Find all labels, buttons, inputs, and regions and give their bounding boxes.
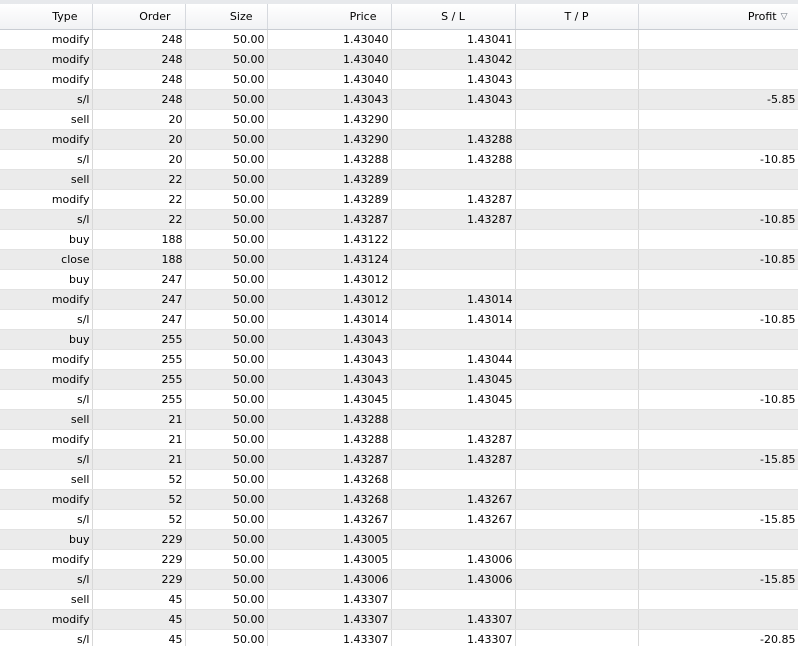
cell-sl: 1.43045	[391, 369, 515, 389]
cell-tp	[515, 29, 638, 49]
cell-tp	[515, 229, 638, 249]
cell-tp	[515, 409, 638, 429]
table-row[interactable]	[0, 549, 798, 569]
cell-order: 229	[92, 569, 185, 589]
cell-type: sell	[0, 169, 92, 189]
column-header-price[interactable]	[267, 2, 391, 29]
cell-sl: 1.43006	[391, 549, 515, 569]
cell-profit	[638, 429, 798, 449]
cell-tp	[515, 569, 638, 589]
cell-price: 1.43040	[267, 49, 391, 69]
cell-sl	[391, 529, 515, 549]
cell-type: s/l	[0, 89, 92, 109]
cell-order: 20	[92, 149, 185, 169]
cell-type: buy	[0, 229, 92, 249]
cell-order: 248	[92, 69, 185, 89]
cell-profit: -10.85	[638, 389, 798, 409]
cell-price: 1.43040	[267, 69, 391, 89]
cell-type: sell	[0, 589, 92, 609]
cell-order: 255	[92, 389, 185, 409]
table-row[interactable]	[0, 89, 798, 109]
cell-order: 188	[92, 229, 185, 249]
cell-price: 1.43288	[267, 429, 391, 449]
cell-sl	[391, 269, 515, 289]
cell-tp	[515, 269, 638, 289]
cell-profit	[638, 169, 798, 189]
table-row[interactable]	[0, 509, 798, 529]
cell-price: 1.43043	[267, 369, 391, 389]
table-row[interactable]	[0, 309, 798, 329]
cell-tp	[515, 309, 638, 329]
cell-size: 50.00	[185, 569, 267, 589]
cell-type: buy	[0, 529, 92, 549]
cell-sl	[391, 229, 515, 249]
cell-tp	[515, 49, 638, 69]
cell-sl	[391, 169, 515, 189]
cell-profit	[638, 469, 798, 489]
cell-sl: 1.43287	[391, 189, 515, 209]
cell-tp	[515, 69, 638, 89]
cell-profit: -10.85	[638, 249, 798, 269]
cell-type: s/l	[0, 509, 92, 529]
table-row[interactable]	[0, 69, 798, 89]
cell-order: 248	[92, 49, 185, 69]
cell-size: 50.00	[185, 89, 267, 109]
cell-sl: 1.43287	[391, 449, 515, 469]
column-header-label: Size	[229, 9, 253, 23]
cell-profit	[638, 129, 798, 149]
table-row[interactable]	[0, 289, 798, 309]
cell-sl: 1.43288	[391, 149, 515, 169]
cell-profit	[638, 229, 798, 249]
cell-size: 50.00	[185, 489, 267, 509]
cell-price: 1.43005	[267, 549, 391, 569]
cell-order: 248	[92, 89, 185, 109]
cell-order: 45	[92, 609, 185, 629]
cell-sl	[391, 469, 515, 489]
cell-type: modify	[0, 349, 92, 369]
cell-sl	[391, 329, 515, 349]
cell-size: 50.00	[185, 609, 267, 629]
table-row[interactable]	[0, 169, 798, 189]
cell-price: 1.43122	[267, 229, 391, 249]
table-row[interactable]	[0, 329, 798, 349]
table-row[interactable]	[0, 129, 798, 149]
cell-sl	[391, 109, 515, 129]
cell-price: 1.43307	[267, 589, 391, 609]
cell-profit	[638, 489, 798, 509]
cell-tp	[515, 289, 638, 309]
cell-sl: 1.43267	[391, 489, 515, 509]
cell-sl	[391, 409, 515, 429]
cell-sl: 1.43267	[391, 509, 515, 529]
column-header-type[interactable]	[0, 2, 92, 29]
cell-type: sell	[0, 469, 92, 489]
cell-profit	[638, 589, 798, 609]
cell-order: 188	[92, 249, 185, 269]
cell-price: 1.43043	[267, 329, 391, 349]
cell-tp	[515, 149, 638, 169]
cell-order: 255	[92, 329, 185, 349]
cell-order: 229	[92, 529, 185, 549]
cell-profit: -15.85	[638, 509, 798, 529]
cell-order: 20	[92, 129, 185, 149]
cell-order: 21	[92, 429, 185, 449]
table-row[interactable]	[0, 629, 798, 646]
column-header-profit[interactable]	[638, 2, 798, 29]
cell-sl: 1.43041	[391, 29, 515, 49]
cell-tp	[515, 129, 638, 149]
cell-tp	[515, 549, 638, 569]
cell-tp	[515, 489, 638, 509]
cell-price: 1.43043	[267, 349, 391, 369]
cell-size: 50.00	[185, 589, 267, 609]
cell-type: s/l	[0, 309, 92, 329]
cell-size: 50.00	[185, 369, 267, 389]
cell-tp	[515, 349, 638, 369]
cell-size: 50.00	[185, 49, 267, 69]
column-header-order[interactable]	[92, 2, 185, 29]
header-row	[0, 2, 798, 29]
cell-profit: -15.85	[638, 569, 798, 589]
cell-price: 1.43288	[267, 149, 391, 169]
cell-tp	[515, 329, 638, 349]
table-row[interactable]	[0, 489, 798, 509]
cell-price: 1.43267	[267, 509, 391, 529]
cell-tp	[515, 589, 638, 609]
cell-type: modify	[0, 429, 92, 449]
cell-size: 50.00	[185, 309, 267, 329]
cell-price: 1.43307	[267, 629, 391, 646]
cell-order: 255	[92, 369, 185, 389]
cell-type: s/l	[0, 389, 92, 409]
cell-sl: 1.43287	[391, 209, 515, 229]
cell-order: 22	[92, 209, 185, 229]
cell-sl: 1.43043	[391, 89, 515, 109]
cell-type: close	[0, 249, 92, 269]
cell-profit	[638, 349, 798, 369]
cell-size: 50.00	[185, 289, 267, 309]
cell-profit	[638, 29, 798, 49]
cell-order: 248	[92, 29, 185, 49]
cell-tp	[515, 609, 638, 629]
cell-sl: 1.43014	[391, 309, 515, 329]
cell-type: sell	[0, 109, 92, 129]
cell-order: 52	[92, 489, 185, 509]
cell-profit: -10.85	[638, 149, 798, 169]
cell-type: modify	[0, 489, 92, 509]
cell-size: 50.00	[185, 209, 267, 229]
cell-size: 50.00	[185, 629, 267, 646]
cell-price: 1.43268	[267, 469, 391, 489]
cell-type: modify	[0, 609, 92, 629]
cell-price: 1.43043	[267, 89, 391, 109]
cell-tp	[515, 529, 638, 549]
table-row[interactable]	[0, 469, 798, 489]
cell-tp	[515, 249, 638, 269]
cell-size: 50.00	[185, 469, 267, 489]
cell-order: 21	[92, 409, 185, 429]
cell-type: modify	[0, 129, 92, 149]
table-row[interactable]	[0, 529, 798, 549]
table-row[interactable]	[0, 369, 798, 389]
cell-price: 1.43005	[267, 529, 391, 549]
cell-profit: -10.85	[638, 309, 798, 329]
cell-type: s/l	[0, 209, 92, 229]
table-row[interactable]	[0, 589, 798, 609]
column-header-label: Type	[52, 9, 78, 23]
cell-price: 1.43124	[267, 249, 391, 269]
cell-size: 50.00	[185, 149, 267, 169]
cell-size: 50.00	[185, 349, 267, 369]
cell-type: s/l	[0, 449, 92, 469]
cell-type: modify	[0, 549, 92, 569]
cell-price: 1.43287	[267, 449, 391, 469]
cell-profit: -5.85	[638, 89, 798, 109]
cell-tp	[515, 89, 638, 109]
cell-size: 50.00	[185, 429, 267, 449]
cell-profit	[638, 409, 798, 429]
column-header-label: S / L	[441, 9, 465, 23]
cell-profit	[638, 109, 798, 129]
cell-size: 50.00	[185, 229, 267, 249]
cell-price: 1.43307	[267, 609, 391, 629]
cell-order: 229	[92, 549, 185, 569]
cell-price: 1.43045	[267, 389, 391, 409]
cell-type: sell	[0, 409, 92, 429]
cell-sl: 1.43043	[391, 69, 515, 89]
cell-size: 50.00	[185, 249, 267, 269]
cell-order: 45	[92, 629, 185, 646]
cell-profit	[638, 189, 798, 209]
cell-order: 247	[92, 309, 185, 329]
cell-sl: 1.43307	[391, 629, 515, 646]
cell-sl: 1.43287	[391, 429, 515, 449]
cell-price: 1.43290	[267, 129, 391, 149]
cell-size: 50.00	[185, 329, 267, 349]
table-row[interactable]	[0, 429, 798, 449]
cell-profit	[638, 609, 798, 629]
cell-type: modify	[0, 369, 92, 389]
cell-order: 22	[92, 169, 185, 189]
cell-price: 1.43289	[267, 189, 391, 209]
cell-sl: 1.43042	[391, 49, 515, 69]
cell-type: buy	[0, 269, 92, 289]
cell-type: s/l	[0, 629, 92, 646]
sort-descending-icon: ▽	[780, 11, 788, 22]
column-header-tp[interactable]	[515, 2, 638, 29]
cell-size: 50.00	[185, 409, 267, 429]
table-body	[0, 29, 798, 646]
table-row[interactable]	[0, 209, 798, 229]
cell-price: 1.43006	[267, 569, 391, 589]
table-row[interactable]	[0, 389, 798, 409]
column-header-label: Profit	[747, 9, 777, 23]
cell-order: 52	[92, 509, 185, 529]
cell-sl: 1.43006	[391, 569, 515, 589]
cell-size: 50.00	[185, 509, 267, 529]
cell-profit	[638, 69, 798, 89]
cell-sl	[391, 249, 515, 269]
cell-price: 1.43012	[267, 269, 391, 289]
column-header-size[interactable]	[185, 2, 267, 29]
table-row[interactable]	[0, 229, 798, 249]
cell-profit	[638, 269, 798, 289]
cell-sl: 1.43014	[391, 289, 515, 309]
cell-price: 1.43290	[267, 109, 391, 129]
cell-profit: -10.85	[638, 209, 798, 229]
cell-tp	[515, 209, 638, 229]
cell-size: 50.00	[185, 169, 267, 189]
cell-order: 45	[92, 589, 185, 609]
cell-tp	[515, 169, 638, 189]
cell-price: 1.43288	[267, 409, 391, 429]
table-row[interactable]	[0, 409, 798, 429]
cell-size: 50.00	[185, 389, 267, 409]
cell-type: modify	[0, 289, 92, 309]
cell-price: 1.43268	[267, 489, 391, 509]
cell-type: s/l	[0, 149, 92, 169]
cell-sl: 1.43045	[391, 389, 515, 409]
cell-profit: -15.85	[638, 449, 798, 469]
cell-size: 50.00	[185, 549, 267, 569]
cell-profit	[638, 529, 798, 549]
cell-type: buy	[0, 329, 92, 349]
cell-profit	[638, 329, 798, 349]
column-header-label: Order	[139, 9, 171, 23]
cell-order: 247	[92, 289, 185, 309]
cell-tp	[515, 369, 638, 389]
table-row[interactable]	[0, 349, 798, 369]
table-row[interactable]	[0, 569, 798, 589]
cell-order: 247	[92, 269, 185, 289]
cell-sl: 1.43307	[391, 609, 515, 629]
cell-size: 50.00	[185, 529, 267, 549]
cell-tp	[515, 429, 638, 449]
cell-size: 50.00	[185, 69, 267, 89]
cell-size: 50.00	[185, 129, 267, 149]
table-row[interactable]	[0, 109, 798, 129]
cell-sl: 1.43044	[391, 349, 515, 369]
cell-order: 20	[92, 109, 185, 129]
column-header-sl[interactable]	[391, 2, 515, 29]
table-row[interactable]	[0, 189, 798, 209]
table-row[interactable]	[0, 49, 798, 69]
table-row[interactable]	[0, 29, 798, 49]
cell-price: 1.43012	[267, 289, 391, 309]
cell-profit	[638, 289, 798, 309]
cell-tp	[515, 629, 638, 646]
cell-price: 1.43040	[267, 29, 391, 49]
cell-type: modify	[0, 49, 92, 69]
cell-type: modify	[0, 189, 92, 209]
cell-tp	[515, 109, 638, 129]
cell-profit: -20.85	[638, 629, 798, 646]
table-row[interactable]	[0, 269, 798, 289]
column-header-label: Price	[349, 9, 377, 23]
cell-type: modify	[0, 29, 92, 49]
cell-order: 21	[92, 449, 185, 469]
table-row[interactable]	[0, 249, 798, 269]
cell-tp	[515, 509, 638, 529]
cell-order: 22	[92, 189, 185, 209]
cell-order: 52	[92, 469, 185, 489]
cell-tp	[515, 449, 638, 469]
table-row[interactable]	[0, 449, 798, 469]
table-row[interactable]	[0, 609, 798, 629]
column-header-label: T / P	[564, 9, 589, 23]
cell-price: 1.43289	[267, 169, 391, 189]
cell-profit	[638, 549, 798, 569]
cell-tp	[515, 389, 638, 409]
table-row[interactable]	[0, 149, 798, 169]
cell-profit	[638, 49, 798, 69]
cell-size: 50.00	[185, 29, 267, 49]
cell-tp	[515, 469, 638, 489]
cell-sl: 1.43288	[391, 129, 515, 149]
cell-price: 1.43014	[267, 309, 391, 329]
cell-profit	[638, 369, 798, 389]
cell-type: modify	[0, 69, 92, 89]
cell-sl	[391, 589, 515, 609]
cell-size: 50.00	[185, 269, 267, 289]
cell-price: 1.43287	[267, 209, 391, 229]
cell-order: 255	[92, 349, 185, 369]
cell-size: 50.00	[185, 449, 267, 469]
cell-size: 50.00	[185, 109, 267, 129]
cell-type: s/l	[0, 569, 92, 589]
cell-size: 50.00	[185, 189, 267, 209]
cell-tp	[515, 189, 638, 209]
